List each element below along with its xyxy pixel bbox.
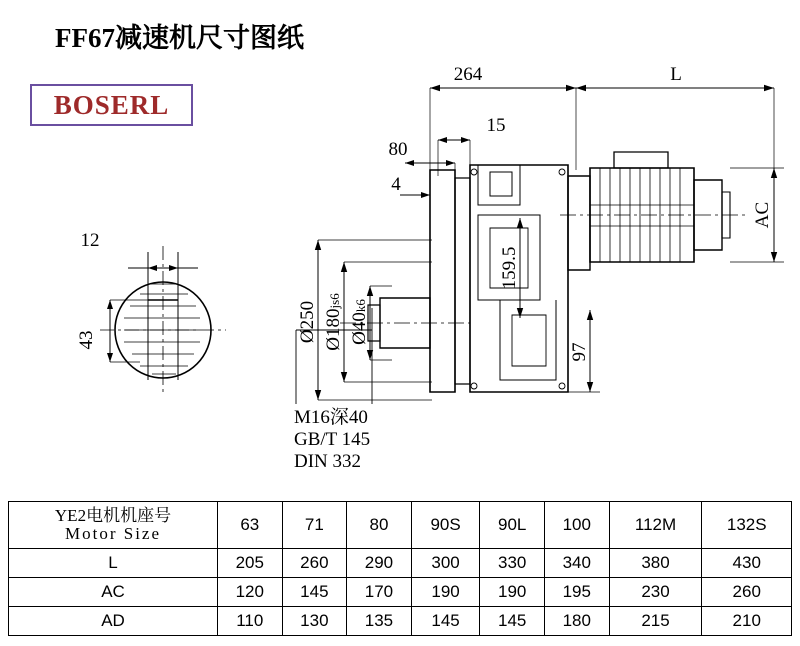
table-col-header: 112M xyxy=(609,502,702,549)
dim-15: 15 xyxy=(486,115,506,136)
table-header-label xyxy=(9,502,218,549)
table-col-header: 71 xyxy=(282,502,347,549)
motor-size-table xyxy=(8,501,792,636)
table-col-header: 63 xyxy=(218,502,283,549)
table-col-header: 80 xyxy=(347,502,412,549)
dim-12: 12 xyxy=(80,230,100,251)
table-cell: 145 xyxy=(480,607,545,636)
dim-97: 97 xyxy=(569,342,590,362)
table-cell: 380 xyxy=(609,549,702,578)
table-col-header: 90S xyxy=(411,502,480,549)
dim-dia180: Ø180js6 xyxy=(323,293,344,351)
table-row-label: AD xyxy=(9,607,218,636)
dim-159-5: 159.5 xyxy=(499,246,520,290)
table-header-row xyxy=(9,502,792,549)
table-cell: 205 xyxy=(218,549,283,578)
table-cell: 330 xyxy=(480,549,545,578)
table-row xyxy=(9,549,792,578)
table-row xyxy=(9,578,792,607)
table-row-label: AC xyxy=(9,578,218,607)
page-title: FF67减速机尺寸图纸 xyxy=(55,23,304,53)
dim-L: L xyxy=(670,64,682,85)
table-col-header: 90L xyxy=(480,502,545,549)
table-cell: 190 xyxy=(480,578,545,607)
dim-AC: AC xyxy=(752,201,773,229)
table-cell: 300 xyxy=(411,549,480,578)
callout-din332: DIN 332 xyxy=(294,451,362,472)
dim-80: 80 xyxy=(388,139,408,160)
table-row-label: L xyxy=(9,549,218,578)
table-cell: 290 xyxy=(347,549,412,578)
dim-43: 43 xyxy=(76,330,97,350)
table-header-label-cn: YE2电机机座号 xyxy=(54,506,172,526)
table-cell: 110 xyxy=(218,607,283,636)
table-cell: 230 xyxy=(609,578,702,607)
table-cell: 210 xyxy=(702,607,792,636)
table-cell: 430 xyxy=(702,549,792,578)
table-cell: 215 xyxy=(609,607,702,636)
dim-dia40: Ø40k6 xyxy=(349,299,370,345)
table-cell: 180 xyxy=(545,607,610,636)
table-cell: 260 xyxy=(282,549,347,578)
table-header-label-en: Motor Size xyxy=(64,524,162,543)
table-row xyxy=(9,607,792,636)
brand-logo-text: BOSERL xyxy=(53,89,170,120)
table-cell: 145 xyxy=(282,578,347,607)
table-body xyxy=(9,502,792,636)
table-cell: 195 xyxy=(545,578,610,607)
callout-gbt145: GB/T 145 xyxy=(294,429,371,450)
dim-4: 4 xyxy=(391,174,401,195)
table-cell: 170 xyxy=(347,578,412,607)
dim-dia250: Ø250 xyxy=(297,300,318,344)
table-cell: 120 xyxy=(218,578,283,607)
table-cell: 135 xyxy=(347,607,412,636)
table-cell: 340 xyxy=(545,549,610,578)
table-col-header: 100 xyxy=(545,502,610,549)
table-cell: 190 xyxy=(411,578,480,607)
table-cell: 260 xyxy=(702,578,792,607)
callout-m16: M16深40 xyxy=(294,407,368,428)
dim-264: 264 xyxy=(453,64,483,85)
table-cell: 130 xyxy=(282,607,347,636)
table-cell: 145 xyxy=(411,607,480,636)
table-col-header: 132S xyxy=(702,502,792,549)
